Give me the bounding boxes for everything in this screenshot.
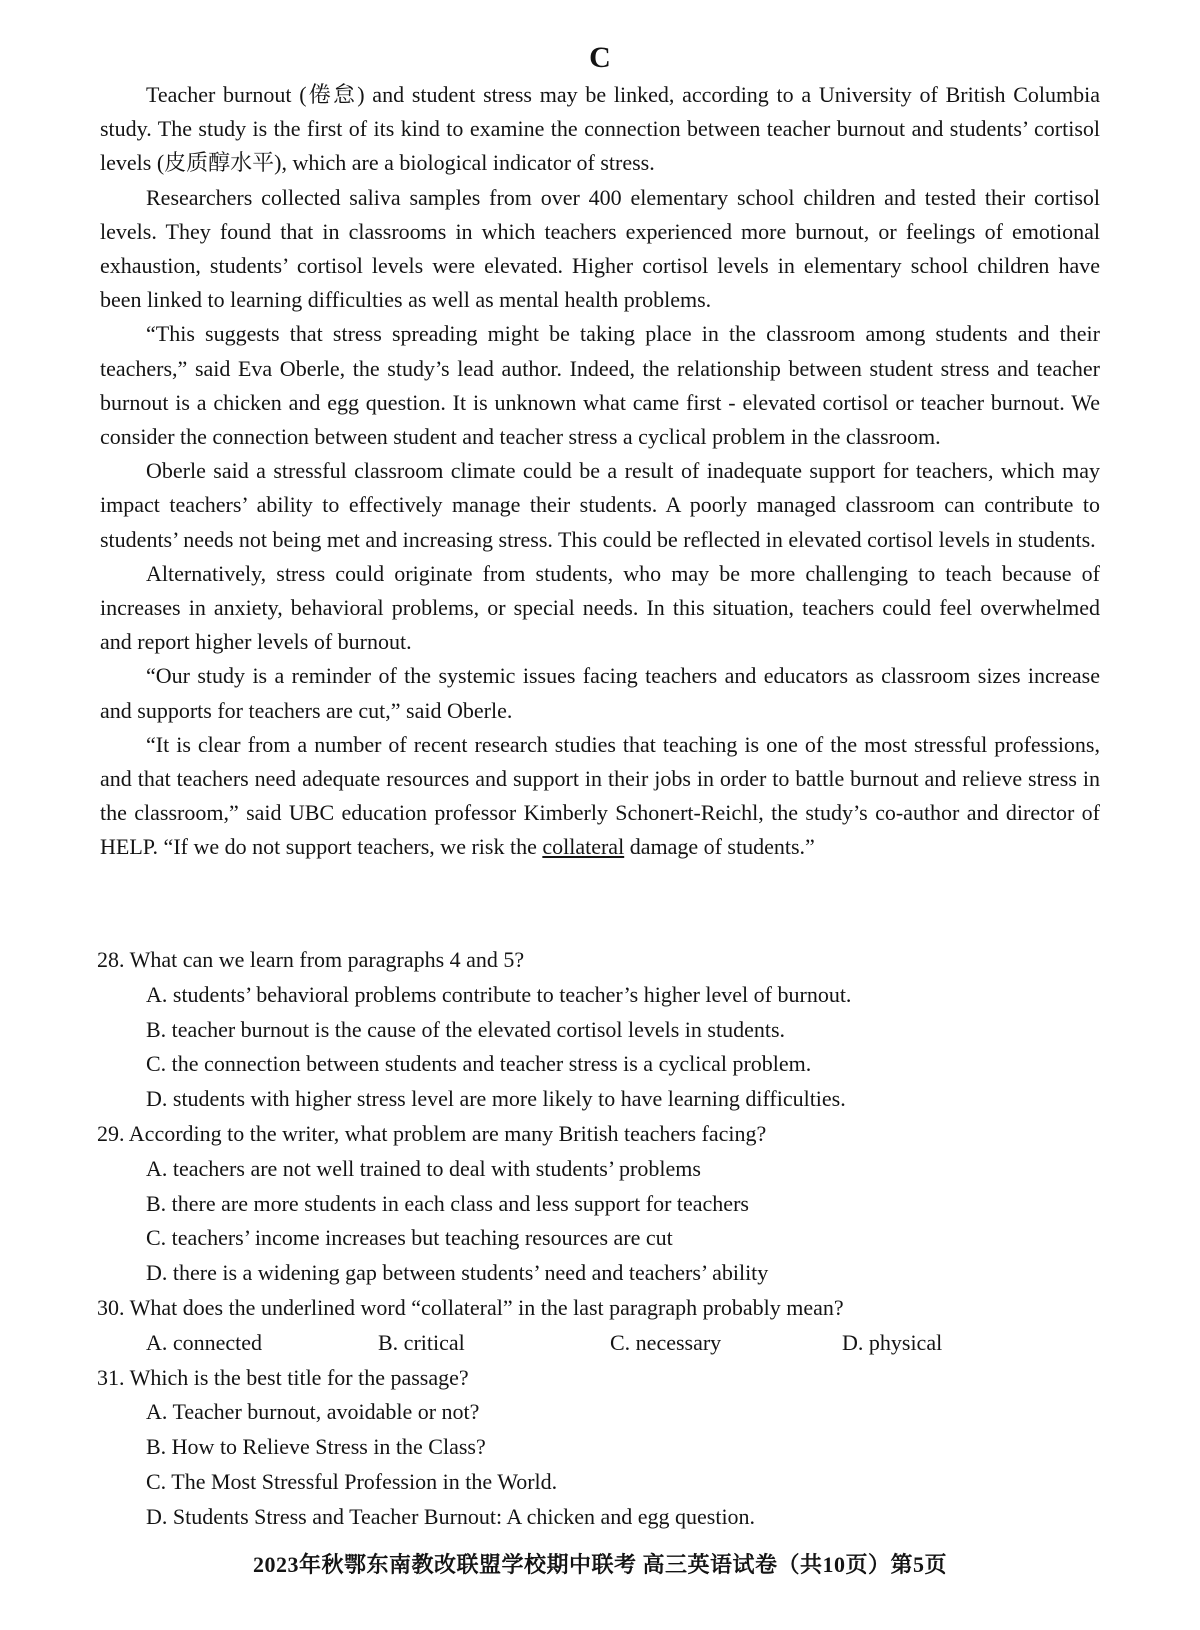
underlined-word: collateral [542, 834, 625, 860]
option-d: D. Students Stress and Teacher Burnout: A chicken and egg question. [146, 1503, 756, 1529]
paragraph-7 [100, 728, 1100, 865]
option-a: A. teachers are not well trained to deal with students’ problems [146, 1155, 701, 1181]
paragraph-2: Researchers collected saliva samples from over 400 elementary school children and tested their cortisol levels. They found that in classrooms in which teachers experienced more burnout, or feelings of emotional exhaustion, students’ cortisol levels were elevated. Higher cortisol levels in elementary school children have been linked to learning difficulties as well as mental health problems. [100, 184, 1100, 313]
paragraph-6: “Our study is a reminder of the systemic issues facing teachers and educators as classroom sizes increase and supports for teachers are cut,” said Oberle. [100, 663, 1100, 723]
question-29 [97, 1117, 1097, 1291]
option-c: C. The Most Stressful Profession in the World. [146, 1468, 558, 1494]
option-c: C. necessary [610, 1329, 722, 1355]
question-stem: 29. According to the writer, what problem are many British teachers facing? [97, 1120, 767, 1146]
paragraph-7-text-before: “It is clear from a number of recent research studies that teaching is one of the most stressful professions, and that teachers need adequate resources and support in their jobs in order to battle burnout and relieve stress in the classroom,” said UBC education professor Kimberly Schonert-Reichl, the study’s co-author and director of HELP. “If we do not support teachers, we risk the [100, 731, 1100, 860]
question-stem: 28. What can we learn from paragraphs 4 and 5? [97, 947, 525, 972]
option-d: D. there is a widening gap between students’ need and teachers’ ability [146, 1260, 769, 1286]
option-b: B. critical [378, 1329, 465, 1355]
option-d: D. students with higher stress level are more likely to have learning difficulties. [146, 1086, 846, 1112]
question-stem: 31. Which is the best title for the passage? [97, 1364, 469, 1390]
paragraph-5: Alternatively, stress could originate from students, who may be more challenging to teach because of increases in anxiety, behavioral problems, or special needs. In this situation, teachers could feel overwhelmed and report higher levels of burnout. [100, 560, 1100, 655]
page-footer: 2023年秋鄂东南教改联盟学校期中联考 高三英语试卷（共10页）第5页 [252, 1552, 947, 1577]
option-row [146, 1326, 1097, 1361]
option-b: B. teacher burnout is the cause of the elevated cortisol levels in students. [146, 1016, 786, 1042]
option-c: C. the connection between students and teacher stress is a cyclical problem. [146, 1051, 812, 1077]
option-a: A. students’ behavioral problems contribute to teacher’s higher level of burnout. [146, 981, 852, 1007]
question-28 [97, 943, 1097, 1117]
option-b: B. How to Relieve Stress in the Class? [146, 1434, 486, 1460]
question-list [97, 943, 1097, 1535]
question-30 [97, 1291, 1097, 1361]
option-a: A. Teacher burnout, avoidable or not? [146, 1399, 480, 1425]
option-c: C. teachers’ income increases but teaching resources are cut [146, 1225, 673, 1251]
reading-passage [100, 78, 1100, 865]
option-b: B. there are more students in each class and less support for teachers [146, 1190, 749, 1216]
section-heading: C [589, 41, 611, 74]
paragraph-4: Oberle said a stressful classroom climate could be a result of inadequate support for teachers, which may impact teachers’ ability to effectively manage their students. A poorly managed classroom can contribute to students’ needs not being met and increasing stress. This could be reflected in elevated cortisol levels in students. [100, 458, 1100, 552]
paragraph-1: Teacher burnout (倦怠) and student stress may be linked, according to a University of British Columbia study. The study is the first of its kind to examine the connection between teacher burnout and students’ cortisol levels (皮质醇水平), which are a biological indicator of stress. [100, 82, 1100, 176]
option-d: D. physical [842, 1329, 943, 1355]
paragraph-3: “This suggests that stress spreading might be taking place in the classroom among students and their teachers,” said Eva Oberle, the study’s lead author. Indeed, the relationship between student stress and teacher burnout is a chicken and egg question. It is unknown what came first - elevated cortisol or teacher burnout. We consider the connection between student and teacher stress a cyclical problem in the classroom. [100, 321, 1100, 450]
paragraph-7-text-after: damage of students.” [624, 834, 815, 860]
question-31 [97, 1361, 1097, 1535]
question-stem: 30. What does the underlined word “collateral” in the last paragraph probably mean? [97, 1294, 844, 1320]
option-a: A. connected [146, 1329, 263, 1355]
